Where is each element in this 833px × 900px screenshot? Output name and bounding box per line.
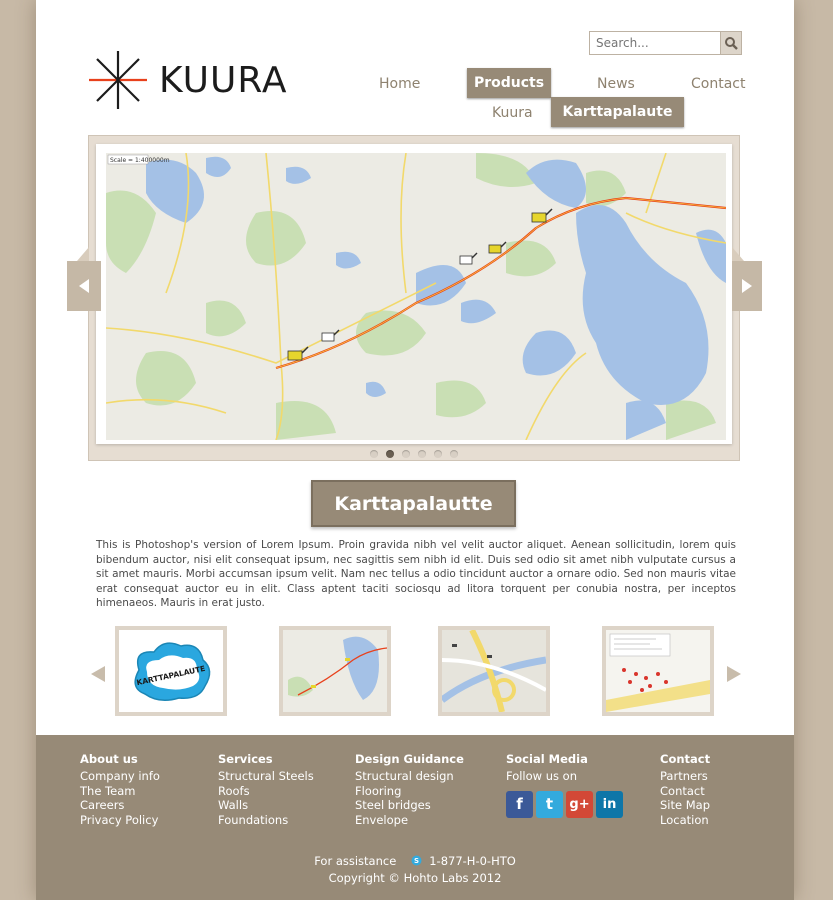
intro-text: This is Photoshop's version of Lorem Ipsum. Proin gravida nibh vel velit auctor aliquet. Aenean sollicitudin, lorem quis bibendum auctor, nisi elit consequat ipsum, nec sagittis sem nibh id elit. Duis sed odio sit amet nibh vulputate cursus a sit amet mauris. Morbi accumsan ipsum velit. Nam nec tellus a odio tincidunt auctor a ornare odio. Sed non mauris vitae erat consequat auctor eu in elit. Class aptent taciti sociosqu ad litora torquent per conubia nostra, per inceptos himenaeos. Mauris in erat justo. (96, 539, 736, 610)
google-plus-icon[interactable]: g+ (566, 791, 593, 818)
slide-frame (96, 144, 732, 444)
slider-prev-button[interactable] (67, 247, 101, 311)
karttapalaute-logo-icon (119, 630, 223, 712)
thumbnail-map-markers (606, 630, 710, 712)
slider-dot-active[interactable] (386, 450, 394, 458)
footer-col-about (80, 752, 160, 828)
footer-link-structural-design[interactable]: Structural design (355, 769, 454, 783)
follow-us-text: Follow us on (506, 769, 577, 783)
thumbnail[interactable] (438, 626, 550, 716)
nav-home[interactable]: Home (379, 76, 421, 92)
search-icon (724, 36, 738, 50)
slider-dot[interactable] (450, 450, 458, 458)
thumbnail-map-roads (442, 630, 546, 712)
footer-col-design-guidance (355, 752, 464, 828)
assistance-label: For assistance (314, 854, 397, 868)
facebook-icon[interactable]: f (506, 791, 533, 818)
thumbnail-map-route (283, 630, 387, 712)
logo[interactable] (87, 49, 288, 111)
footer-col-social (506, 752, 623, 818)
footer-link-the-team[interactable]: The Team (80, 783, 136, 798)
footer-link-flooring[interactable]: Flooring (355, 783, 402, 798)
search-input[interactable] (590, 32, 720, 54)
footer-link-walls[interactable]: Walls (218, 798, 249, 813)
phone-number[interactable]: 1-877-H-0-HTO (429, 854, 516, 868)
footer-col-services (218, 752, 314, 828)
search-box (589, 31, 742, 55)
social-icons (506, 791, 623, 818)
image-slider (88, 135, 740, 461)
twitter-icon[interactable]: t (536, 791, 563, 818)
slider-dot[interactable] (434, 450, 442, 458)
footer-heading: Services (218, 752, 273, 766)
thumbnail[interactable] (602, 626, 714, 716)
footer-heading: Design Guidance (355, 752, 464, 766)
nav-news[interactable]: News (597, 76, 635, 92)
page-title: Karttapalautte (311, 480, 516, 527)
footer-link-steel-bridges[interactable]: Steel bridges (355, 798, 431, 813)
thumbnail[interactable] (115, 626, 227, 716)
thumbs-prev-button[interactable] (90, 665, 106, 683)
footer-link-foundations[interactable]: Foundations (218, 813, 289, 828)
arrow-right-icon (727, 666, 741, 682)
slider-dots (89, 450, 739, 458)
kuura-star-icon (87, 49, 149, 111)
page (36, 0, 794, 900)
brand-name: KUURA (159, 59, 288, 101)
footer-link-privacy-policy[interactable]: Privacy Policy (80, 813, 159, 828)
copyright: Copyright © Hohto Labs 2012 (328, 871, 502, 885)
svg-text:KARTTAPALAUTE: KARTTAPALAUTE (135, 663, 207, 688)
nav-contact[interactable]: Contact (691, 76, 746, 92)
slider-dot[interactable] (370, 450, 378, 458)
thumbnail-logo (119, 630, 223, 712)
arrow-left-icon (91, 666, 105, 682)
footer-heading: Social Media (506, 752, 588, 766)
route-map[interactable] (106, 153, 726, 440)
footer-link-site-map[interactable]: Site Map (660, 798, 711, 813)
slider-next-button[interactable] (732, 247, 762, 311)
footer-link-structural-steels[interactable]: Structural Steels (218, 769, 314, 783)
footer-link-company-info[interactable]: Company info (80, 769, 160, 783)
assistance-line (36, 854, 794, 868)
footer-link-careers[interactable]: Careers (80, 798, 125, 813)
slider-dot[interactable] (402, 450, 410, 458)
footer-heading: About us (80, 752, 138, 766)
footer-link-envelope[interactable]: Envelope (355, 813, 409, 828)
footer-heading: Contact (660, 752, 711, 766)
subnav-karttapalaute[interactable]: Karttapalaute (551, 97, 684, 127)
footer-link-partners[interactable]: Partners (660, 769, 708, 783)
nav-products[interactable]: Products (467, 68, 551, 98)
thumbs-next-button[interactable] (726, 665, 742, 683)
footer-col-contact (660, 752, 710, 828)
footer-link-location[interactable]: Location (660, 813, 709, 828)
skype-icon (411, 855, 422, 866)
map-scale-label: Scale = 1:400000m (110, 157, 170, 164)
footer-link-roofs[interactable]: Roofs (218, 783, 250, 798)
search-button[interactable] (720, 32, 741, 54)
svg-text:S: S (413, 857, 419, 866)
subnav-kuura[interactable]: Kuura (492, 105, 533, 121)
footer-link-contact[interactable]: Contact (660, 783, 705, 798)
footer (36, 735, 794, 900)
thumbnail[interactable] (279, 626, 391, 716)
linkedin-icon[interactable]: in (596, 791, 623, 818)
slider-dot[interactable] (418, 450, 426, 458)
